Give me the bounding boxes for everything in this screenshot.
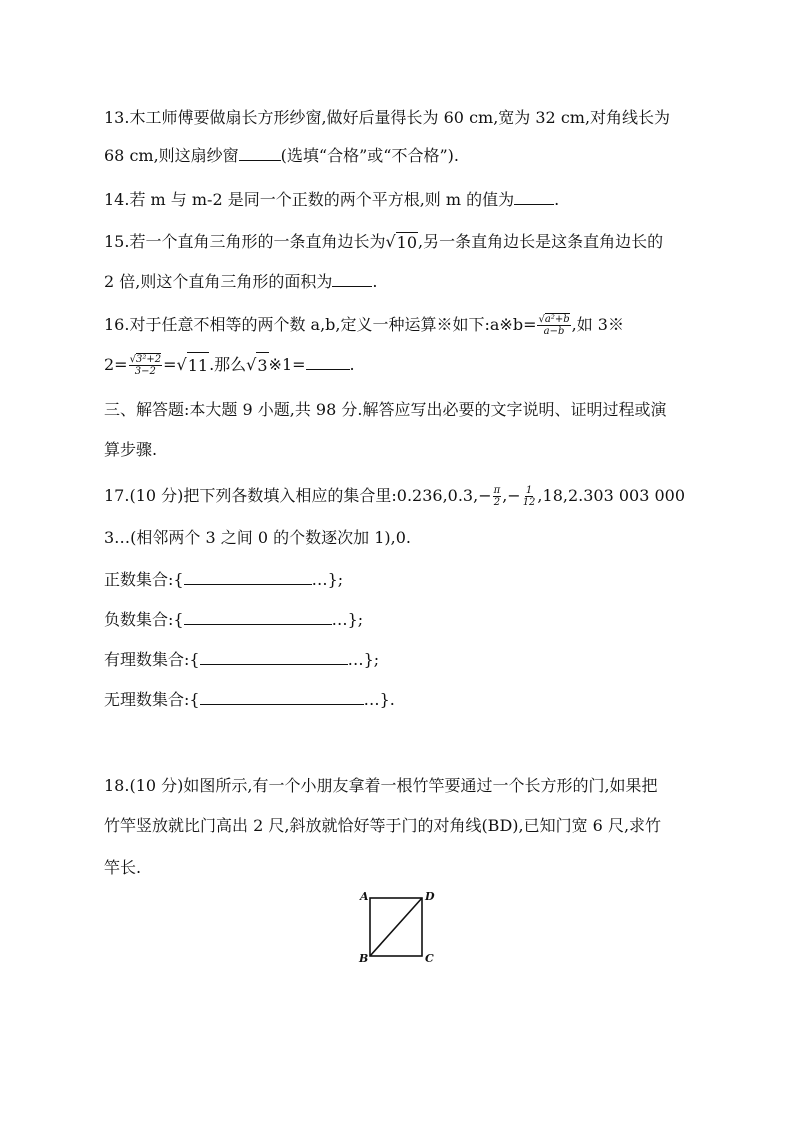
fraction [537, 314, 570, 337]
q14-text: 14.若 m 与 m-2 是同一个正数的两个平方根,则 m 的值为 [104, 190, 515, 209]
q16-text3: .那么 [209, 355, 247, 374]
set-irrational [104, 690, 395, 710]
numerator-text: 3²+2 [135, 354, 162, 365]
label-b: B [359, 952, 369, 965]
answer-blank[interactable] [200, 690, 364, 705]
q16-text: 16.对于任意不相等的两个数 a,b,定义一种运算※如下:a※b= [104, 315, 537, 334]
sqrt-argument: 11 [187, 352, 209, 379]
q14-line [104, 190, 559, 210]
comma: , [502, 486, 508, 505]
q15-period: . [372, 272, 378, 291]
fraction-numerator: 1 [525, 485, 533, 496]
q16-text-cont: ,如 3※ [571, 315, 624, 334]
fraction-denominator: 3−2 [134, 366, 156, 377]
q13-line1: 13.木工师傅要做扇长方形纱窗,做好后量得长为 60 cm,宽为 32 cm,对角线长为 [104, 108, 671, 127]
set-tail: …}; [311, 570, 344, 589]
diagonal-bd [370, 898, 422, 956]
minus-sign: − [478, 486, 492, 505]
answer-blank[interactable] [306, 355, 350, 370]
answer-blank[interactable] [184, 570, 312, 585]
sqrt-expression: √ 3 [246, 352, 268, 379]
q14-period: . [554, 190, 560, 209]
q13-line2 [104, 146, 459, 166]
set-positive [104, 570, 343, 590]
label-c: C [425, 952, 434, 965]
numerator-text: a²+b [544, 314, 570, 325]
section3-line2: 算步骤. [104, 440, 158, 459]
q16-text4: ※1= [268, 355, 306, 374]
q16-line2 [104, 352, 355, 379]
label-d: D [425, 890, 435, 903]
q13-text: 68 cm,则这扇纱窗 [104, 146, 239, 165]
set-tail: …}; [347, 650, 380, 669]
q18-line1: 18.(10 分)如图所示,有一个小朋友拿着一根竹竿要通过一个长方形的门,如果把 [104, 776, 658, 795]
fraction [129, 354, 163, 377]
answer-blank[interactable] [332, 272, 372, 287]
q17-text: 17.(10 分)把下列各数填入相应的集合里:0.236,0.3, [104, 486, 479, 505]
sqrt-expression: √ 11 [177, 352, 210, 379]
fraction-denominator: 2 [493, 497, 501, 508]
fraction-numerator: √a²+b [538, 314, 570, 325]
set-label: 正数集合:{ [104, 570, 184, 589]
q17-text-cont: ,18,2.303 003 000 [537, 486, 686, 505]
minus-sign: − [507, 486, 521, 505]
sqrt-expression: √ 10 [385, 232, 418, 252]
q16-line1 [104, 312, 624, 338]
fraction [522, 485, 537, 508]
set-rational [104, 650, 379, 670]
q18-line3: 竿长. [104, 858, 142, 877]
sqrt-argument: 10 [396, 233, 418, 252]
set-tail: …}; [331, 610, 364, 629]
fraction-numerator: √3²+2 [129, 354, 162, 365]
fraction-denominator: 12 [522, 497, 536, 508]
answer-blank[interactable] [514, 190, 554, 205]
q18-line2: 竹竿竖放就比门高出 2 尺,斜放就恰好等于门的对角线(BD),已知门宽 6 尺,求竹 [104, 816, 662, 835]
fraction [493, 485, 502, 508]
q15-line1 [104, 232, 663, 253]
fraction-denominator: a−b [543, 326, 565, 337]
q17-line2: 3…(相邻两个 3 之间 0 的个数逐次加 1),0. [104, 528, 411, 547]
answer-blank[interactable] [239, 146, 281, 161]
set-label: 有理数集合:{ [104, 650, 200, 669]
set-tail: …}. [363, 690, 395, 709]
fraction-numerator: π [493, 485, 501, 496]
answer-blank[interactable] [200, 650, 348, 665]
q15-text: 15.若一个直角三角形的一条直角边长为 [104, 232, 386, 251]
section3-line1: 三、解答题:本大题 9 小题,共 98 分.解答应写出必要的文字说明、证明过程或演 [104, 400, 667, 419]
set-negative [104, 610, 363, 630]
sqrt-argument: 3 [256, 352, 268, 379]
set-label: 负数集合:{ [104, 610, 184, 629]
q16-text2: 2= [104, 355, 128, 374]
equals-sign: = [163, 355, 177, 374]
q17-line1 [104, 482, 685, 510]
q13-options: (选填“合格”或“不合格”). [280, 146, 459, 165]
q15-text-cont: ,另一条直角边长是这条直角边长的 [418, 232, 664, 251]
door-diagram [354, 888, 444, 968]
answer-blank[interactable] [184, 610, 332, 625]
label-a: A [360, 890, 369, 903]
set-label: 无理数集合:{ [104, 690, 200, 709]
q15-line2 [104, 272, 377, 292]
q16-period: . [349, 355, 355, 374]
q15-text2: 2 倍,则这个直角三角形的面积为 [104, 272, 333, 291]
